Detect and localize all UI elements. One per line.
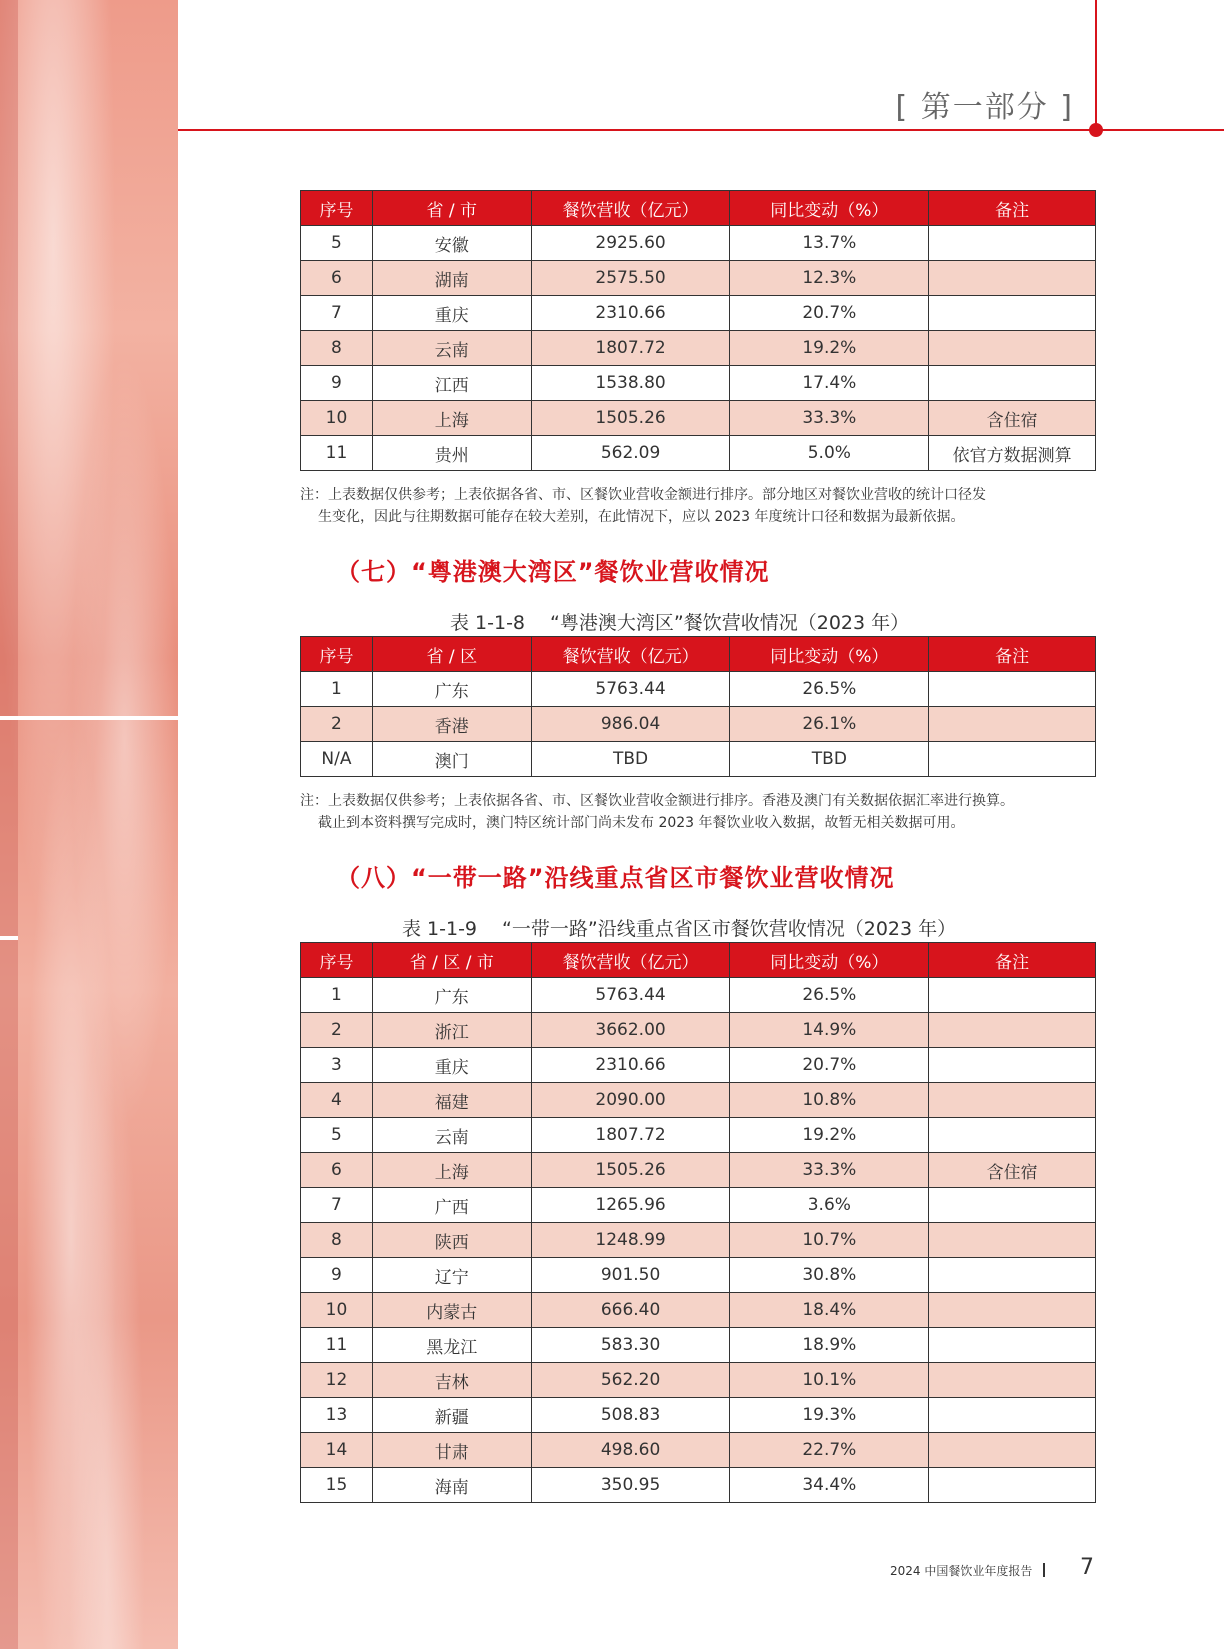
table-row <box>301 672 1096 707</box>
col-header-change: 同比变动（%） <box>730 943 929 978</box>
cell-revenue: 2310.66 <box>531 296 730 331</box>
col-header-revenue: 餐饮营收（亿元） <box>531 191 730 226</box>
cell-region: 江西 <box>372 366 531 401</box>
cell-region: 浙江 <box>372 1013 531 1048</box>
cell-revenue: 2925.60 <box>531 226 730 261</box>
table-row <box>301 1433 1096 1468</box>
cell-remark <box>929 1048 1096 1083</box>
cell-index: 7 <box>301 1188 373 1223</box>
cell-index: 5 <box>301 226 373 261</box>
cell-index: 2 <box>301 707 373 742</box>
cell-revenue: 350.95 <box>531 1468 730 1503</box>
cell-region: 广西 <box>372 1188 531 1223</box>
part-label: [ 第一部分 ] <box>895 90 1074 125</box>
note-line: 注：上表数据仅供参考；上表依据各省、市、区餐饮业营收金额进行排序。香港及澳门有关数据依据汇率进行换算。 <box>300 793 1014 809</box>
col-header-index: 序号 <box>301 943 373 978</box>
cell-change: 26.5% <box>730 978 929 1013</box>
cell-revenue: 2090.00 <box>531 1083 730 1118</box>
col-header-remark: 备注 <box>929 637 1096 672</box>
cell-remark <box>929 1328 1096 1363</box>
table-row <box>301 401 1096 436</box>
col-header-remark: 备注 <box>929 943 1096 978</box>
col-header-region: 省 / 市 <box>372 191 531 226</box>
note-line: 注：上表数据仅供参考；上表依据各省、市、区餐饮业营收金额进行排序。部分地区对餐饮业营收的统计口径发 <box>300 487 986 503</box>
cell-revenue: 3662.00 <box>531 1013 730 1048</box>
cell-index: 10 <box>301 1293 373 1328</box>
cell-revenue: 1807.72 <box>531 331 730 366</box>
cell-index: N/A <box>301 742 373 777</box>
col-header-region: 省 / 区 <box>372 637 531 672</box>
cell-region: 湖南 <box>372 261 531 296</box>
cell-remark <box>929 331 1096 366</box>
cell-revenue: TBD <box>531 742 730 777</box>
table-header-row <box>301 191 1096 226</box>
cell-change: 13.7% <box>730 226 929 261</box>
cell-region: 福建 <box>372 1083 531 1118</box>
cell-revenue: 2310.66 <box>531 1048 730 1083</box>
cell-remark <box>929 1188 1096 1223</box>
cell-region: 内蒙古 <box>372 1293 531 1328</box>
table-row <box>301 1398 1096 1433</box>
cell-index: 8 <box>301 331 373 366</box>
cell-region: 辽宁 <box>372 1258 531 1293</box>
table-row <box>301 742 1096 777</box>
cell-region: 贵州 <box>372 436 531 471</box>
cell-revenue: 508.83 <box>531 1398 730 1433</box>
table-header-row <box>301 943 1096 978</box>
cell-remark <box>929 742 1096 777</box>
table-row <box>301 1468 1096 1503</box>
cell-change: 30.8% <box>730 1258 929 1293</box>
col-header-revenue: 餐饮营收（亿元） <box>531 637 730 672</box>
col-header-index: 序号 <box>301 637 373 672</box>
cell-remark <box>929 1363 1096 1398</box>
cell-change: 19.3% <box>730 1398 929 1433</box>
cell-revenue: 562.09 <box>531 436 730 471</box>
note-line: 生变化，因此与往期数据可能存在较大差别，在此情况下，应以 2023 年度统计口径和数据为最新依据。 <box>318 509 965 525</box>
col-header-revenue: 餐饮营收（亿元） <box>531 943 730 978</box>
cell-change: 10.7% <box>730 1223 929 1258</box>
page-number: 7 <box>1080 1555 1094 1580</box>
cell-region: 云南 <box>372 331 531 366</box>
table-row <box>301 1083 1096 1118</box>
table-row <box>301 296 1096 331</box>
col-header-change: 同比变动（%） <box>730 637 929 672</box>
cell-remark: 含住宿 <box>929 401 1096 436</box>
table-row <box>301 261 1096 296</box>
cell-remark <box>929 1258 1096 1293</box>
cell-region: 安徽 <box>372 226 531 261</box>
cell-region: 香港 <box>372 707 531 742</box>
table-row <box>301 1293 1096 1328</box>
cell-change: 19.2% <box>730 1118 929 1153</box>
table-header-row <box>301 637 1096 672</box>
cell-region: 海南 <box>372 1468 531 1503</box>
cell-index: 1 <box>301 978 373 1013</box>
table1-note <box>300 484 1100 528</box>
revenue-table-belt-and-road <box>300 942 1096 1503</box>
cell-revenue: 498.60 <box>531 1433 730 1468</box>
cell-region: 新疆 <box>372 1398 531 1433</box>
cell-index: 15 <box>301 1468 373 1503</box>
strip-edge <box>0 0 18 1649</box>
table-caption: 表 1-1-9 “一带一路”沿线重点省区市餐饮营收情况（2023 年） <box>402 918 957 940</box>
cell-region: 黑龙江 <box>372 1328 531 1363</box>
cell-revenue: 562.20 <box>531 1363 730 1398</box>
cell-region: 甘肃 <box>372 1433 531 1468</box>
table-row <box>301 707 1096 742</box>
cell-change: 10.8% <box>730 1083 929 1118</box>
cell-revenue: 666.40 <box>531 1293 730 1328</box>
cell-region: 上海 <box>372 1153 531 1188</box>
cell-change: 33.3% <box>730 1153 929 1188</box>
note-line: 截止到本资料撰写完成时，澳门特区统计部门尚未发布 2023 年餐饮业收入数据，故暂无相关数据可用。 <box>318 815 965 831</box>
cell-change: 3.6% <box>730 1188 929 1223</box>
cell-region: 吉林 <box>372 1363 531 1398</box>
cell-change: TBD <box>730 742 929 777</box>
table-row <box>301 436 1096 471</box>
cell-index: 9 <box>301 1258 373 1293</box>
cell-revenue: 901.50 <box>531 1258 730 1293</box>
section-title: （八）“一带一路”沿线重点省区市餐饮业营收情况 <box>336 864 895 892</box>
table2-note <box>300 790 1100 834</box>
cell-region: 重庆 <box>372 1048 531 1083</box>
table-row <box>301 1258 1096 1293</box>
cell-remark <box>929 1293 1096 1328</box>
cell-revenue: 5763.44 <box>531 672 730 707</box>
cell-index: 11 <box>301 436 373 471</box>
cell-remark <box>929 1223 1096 1258</box>
table-row <box>301 1153 1096 1188</box>
cell-region: 广东 <box>372 672 531 707</box>
header-rule <box>178 129 1224 131</box>
cell-remark <box>929 1433 1096 1468</box>
table-row <box>301 978 1096 1013</box>
cell-revenue: 1538.80 <box>531 366 730 401</box>
cell-region: 陕西 <box>372 1223 531 1258</box>
cell-region: 广东 <box>372 978 531 1013</box>
cell-change: 26.1% <box>730 707 929 742</box>
cell-remark <box>929 672 1096 707</box>
cell-remark <box>929 1398 1096 1433</box>
cell-revenue: 1265.96 <box>531 1188 730 1223</box>
cell-index: 10 <box>301 401 373 436</box>
cell-revenue: 2575.50 <box>531 261 730 296</box>
cell-remark <box>929 226 1096 261</box>
cell-revenue: 5763.44 <box>531 978 730 1013</box>
col-header-remark: 备注 <box>929 191 1096 226</box>
cell-index: 1 <box>301 672 373 707</box>
cell-change: 22.7% <box>730 1433 929 1468</box>
cell-change: 10.1% <box>730 1363 929 1398</box>
cell-remark <box>929 296 1096 331</box>
cell-index: 12 <box>301 1363 373 1398</box>
cell-region: 上海 <box>372 401 531 436</box>
cell-revenue: 583.30 <box>531 1328 730 1363</box>
cell-index: 5 <box>301 1118 373 1153</box>
col-header-change: 同比变动（%） <box>730 191 929 226</box>
cell-index: 6 <box>301 261 373 296</box>
cell-remark <box>929 978 1096 1013</box>
cell-revenue: 1505.26 <box>531 1153 730 1188</box>
cell-change: 34.4% <box>730 1468 929 1503</box>
table-row <box>301 1363 1096 1398</box>
cell-change: 5.0% <box>730 436 929 471</box>
table-row <box>301 366 1096 401</box>
cell-remark <box>929 707 1096 742</box>
strip-divider-small <box>0 936 18 940</box>
cell-remark <box>929 261 1096 296</box>
cell-remark <box>929 1083 1096 1118</box>
cell-region: 云南 <box>372 1118 531 1153</box>
cell-remark: 依官方数据测算 <box>929 436 1096 471</box>
cell-change: 18.9% <box>730 1328 929 1363</box>
table-row <box>301 1328 1096 1363</box>
decorative-photo-strip <box>0 0 178 1649</box>
header-dot <box>1089 123 1103 137</box>
col-header-index: 序号 <box>301 191 373 226</box>
cell-remark <box>929 1118 1096 1153</box>
cell-remark <box>929 1013 1096 1048</box>
cell-change: 19.2% <box>730 331 929 366</box>
footer-divider <box>1043 1563 1045 1577</box>
col-header-region: 省 / 区 / 市 <box>372 943 531 978</box>
table-row <box>301 1188 1096 1223</box>
cell-index: 2 <box>301 1013 373 1048</box>
cell-index: 8 <box>301 1223 373 1258</box>
cell-change: 20.7% <box>730 1048 929 1083</box>
strip-divider <box>0 716 178 720</box>
cell-index: 6 <box>301 1153 373 1188</box>
cell-change: 12.3% <box>730 261 929 296</box>
section-title: （七）“粤港澳大湾区”餐饮业营收情况 <box>336 558 770 586</box>
cell-index: 7 <box>301 296 373 331</box>
cell-change: 17.4% <box>730 366 929 401</box>
cell-remark: 含住宿 <box>929 1153 1096 1188</box>
cell-remark <box>929 366 1096 401</box>
cell-region: 重庆 <box>372 296 531 331</box>
cell-index: 4 <box>301 1083 373 1118</box>
cell-index: 9 <box>301 366 373 401</box>
header-vertical-line <box>1095 0 1097 130</box>
cell-revenue: 986.04 <box>531 707 730 742</box>
table-row <box>301 1118 1096 1153</box>
table-row <box>301 331 1096 366</box>
cell-revenue: 1248.99 <box>531 1223 730 1258</box>
cell-revenue: 1807.72 <box>531 1118 730 1153</box>
revenue-table-greater-bay <box>300 636 1096 777</box>
cell-change: 20.7% <box>730 296 929 331</box>
cell-index: 14 <box>301 1433 373 1468</box>
table-caption: 表 1-1-8 “粤港澳大湾区”餐饮营收情况（2023 年） <box>450 612 910 634</box>
table-row <box>301 1223 1096 1258</box>
cell-change: 26.5% <box>730 672 929 707</box>
cell-remark <box>929 1468 1096 1503</box>
cell-change: 18.4% <box>730 1293 929 1328</box>
footer-report-title: 2024 中国餐饮业年度报告 <box>890 1564 1033 1578</box>
table-row <box>301 1048 1096 1083</box>
table-row <box>301 1013 1096 1048</box>
cell-region: 澳门 <box>372 742 531 777</box>
cell-index: 13 <box>301 1398 373 1433</box>
cell-change: 33.3% <box>730 401 929 436</box>
cell-index: 11 <box>301 1328 373 1363</box>
revenue-table-provinces <box>300 190 1096 471</box>
cell-change: 14.9% <box>730 1013 929 1048</box>
table-row <box>301 226 1096 261</box>
cell-revenue: 1505.26 <box>531 401 730 436</box>
cell-index: 3 <box>301 1048 373 1083</box>
